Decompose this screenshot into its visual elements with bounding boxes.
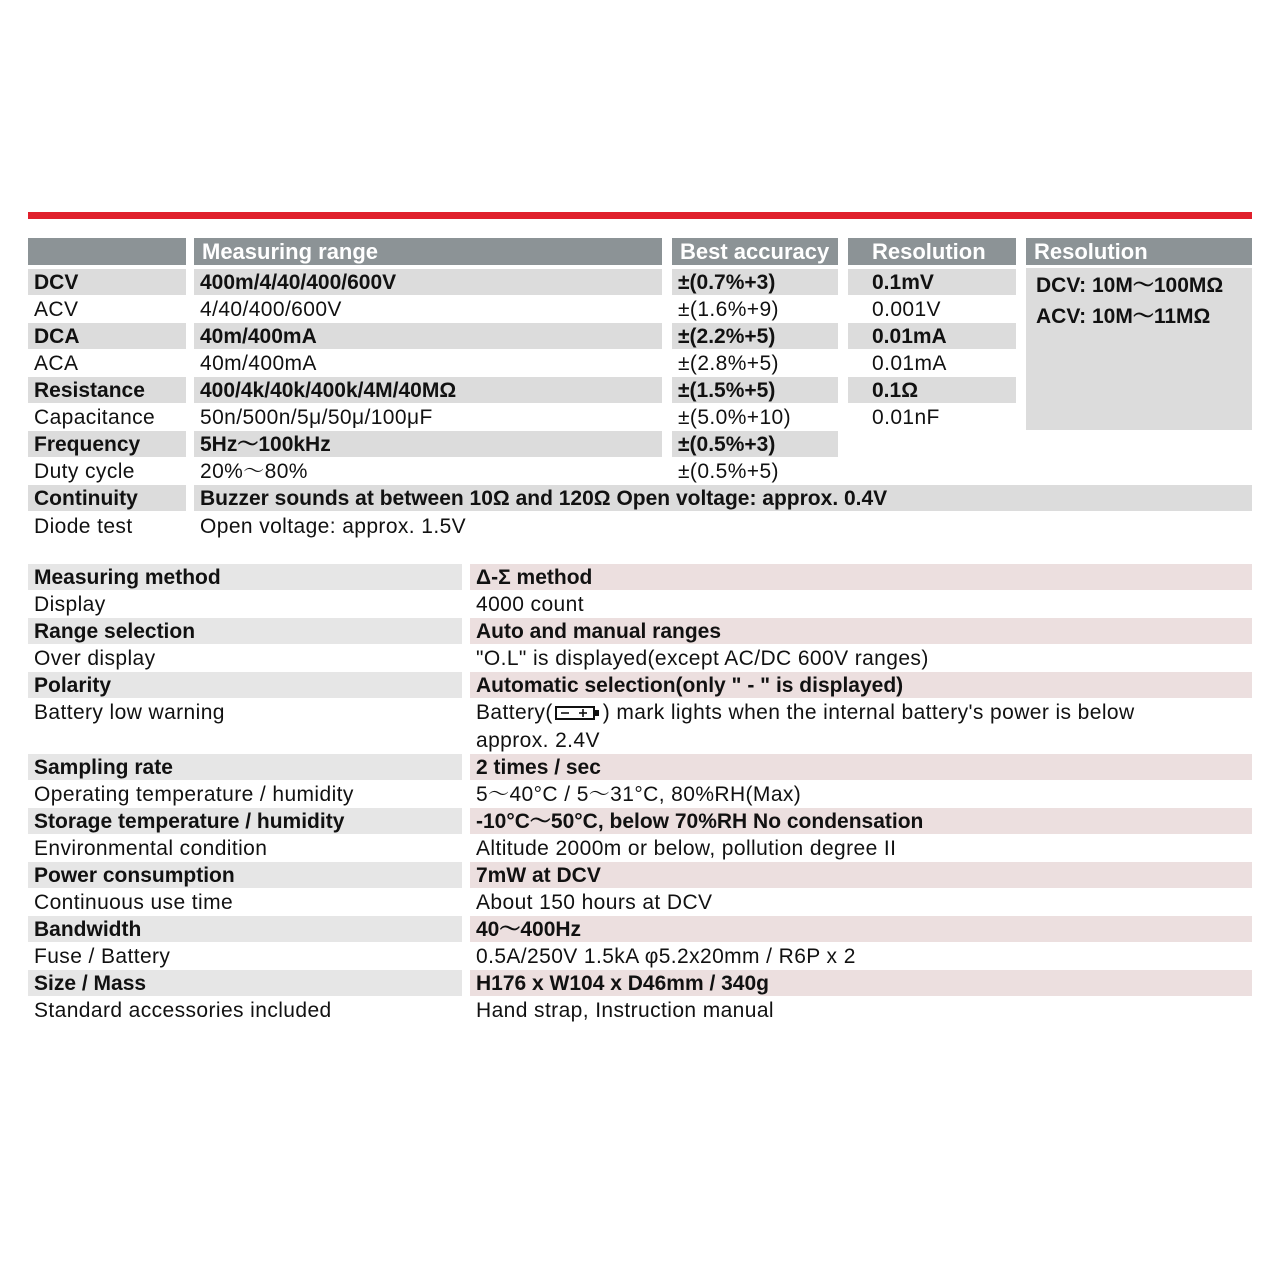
row-resolution: 0.001V [872,298,941,321]
row-label: Size / Mass [28,970,462,996]
input-impedance-box [1026,268,1252,430]
row-accuracy: ±(0.7%+3) [672,269,838,295]
row-label: Power consumption [28,862,462,888]
row-resolution: 0.01nF [872,406,940,429]
row-resolution: 0.01mA [848,323,1016,349]
row-label: Operating temperature / humidity [34,783,354,806]
row-range: 40m/400mA [200,352,317,375]
header-blank [28,238,186,265]
row-label: ACV [34,298,79,321]
row-value: About 150 hours at DCV [476,891,713,914]
row-value: 7mW at DCV [470,862,1252,888]
row-label: Storage temperature / humidity [28,808,462,834]
row-accuracy: ±(0.5%+5) [678,460,779,483]
row-label: Continuous use time [34,891,234,914]
impedance-dcv: DCV: 10M～100MΩ [1036,274,1224,297]
row-value: Auto and manual ranges [470,618,1252,644]
row-accuracy: ±(5.0%+10) [678,406,791,429]
row-label: ACA [34,352,79,375]
row-range: 40m/400mA [194,323,662,349]
row-value: Hand strap, Instruction manual [476,999,774,1022]
battery-value-prefix: Battery( [476,701,553,724]
row-label: Bandwidth [28,916,462,942]
row-value: Altitude 2000m or below, pollution degree II [476,837,897,860]
row-value: Automatic selection(only " - " is displayed) [470,672,1252,698]
row-label: Fuse / Battery [34,945,171,968]
row-resolution: 0.1mV [848,269,1016,295]
battery-value-suffix: ) mark lights when the internal battery's power is below [602,701,1135,724]
row-label: Over display [34,647,156,670]
row-label: Battery low warning [34,701,225,724]
row-label: Standard accessories included [34,999,332,1022]
row-value: Δ-Σ method [470,564,1252,590]
row-value: 4000 count [476,593,584,616]
row-resolution: 0.1Ω [848,377,1016,403]
row-label: Range selection [28,618,462,644]
row-value: 5～40°C / 5～31°C, 80%RH(Max) [476,783,802,806]
row-value: 2 times / sec [470,754,1252,780]
row-label: DCA [28,323,186,349]
row-label: Frequency [28,431,186,457]
row-value: H176 x W104 x D46mm / 340g [470,970,1252,996]
row-accuracy: ±(2.8%+5) [678,352,779,375]
row-value: 0.5A/250V 1.5kA φ5.2x20mm / R6P x 2 [476,945,856,968]
row-label: Environmental condition [34,837,268,860]
row-value: "O.L" is displayed(except AC/DC 600V ranges) [476,647,929,670]
row-accuracy: ±(1.6%+9) [678,298,779,321]
row-range: 4/40/400/600V [200,298,342,321]
row-label: DCV [28,269,186,295]
top-red-rule [28,212,1252,219]
continuity-value: Buzzer sounds at between 10Ω and 120Ω Open voltage: approx. 0.4V [194,485,1252,511]
header-resolution: Resolution [848,238,1016,265]
row-range: 50n/500n/5μ/50μ/100μF [200,406,433,429]
row-range: 20%～80% [200,460,308,483]
battery-icon [555,704,601,722]
header-best-accuracy: Best accuracy [672,238,838,265]
row-accuracy: ±(0.5%+3) [672,431,838,457]
row-label: Polarity [28,672,462,698]
row-value-line2: approx. 2.4V [476,729,600,752]
row-label: Sampling rate [28,754,462,780]
row-range: 400/4k/40k/400k/4M/40MΩ [194,377,662,403]
row-value: 40～400Hz [470,916,1252,942]
diode-value: Open voltage: approx. 1.5V [200,515,467,538]
row-label: Measuring method [28,564,462,590]
row-range: 5Hz～100kHz [194,431,662,457]
row-resolution: 0.01mA [872,352,947,375]
row-value: -10°C～50°C, below 70%RH No condensation [470,808,1252,834]
row-label: Duty cycle [34,460,135,483]
row-label: Capacitance [34,406,156,429]
row-range: 400m/4/40/400/600V [194,269,662,295]
row-value [470,699,1252,725]
header-input-impedance: Resolution [1026,238,1252,265]
header-measuring-range: Measuring range [194,238,662,265]
row-accuracy: ±(2.2%+5) [672,323,838,349]
row-accuracy: ±(1.5%+5) [672,377,838,403]
impedance-acv: ACV: 10M～11MΩ [1036,305,1211,328]
row-label: Resistance [28,377,186,403]
row-label: Continuity [28,485,186,511]
row-label: Diode test [34,515,133,538]
row-label: Display [34,593,106,616]
